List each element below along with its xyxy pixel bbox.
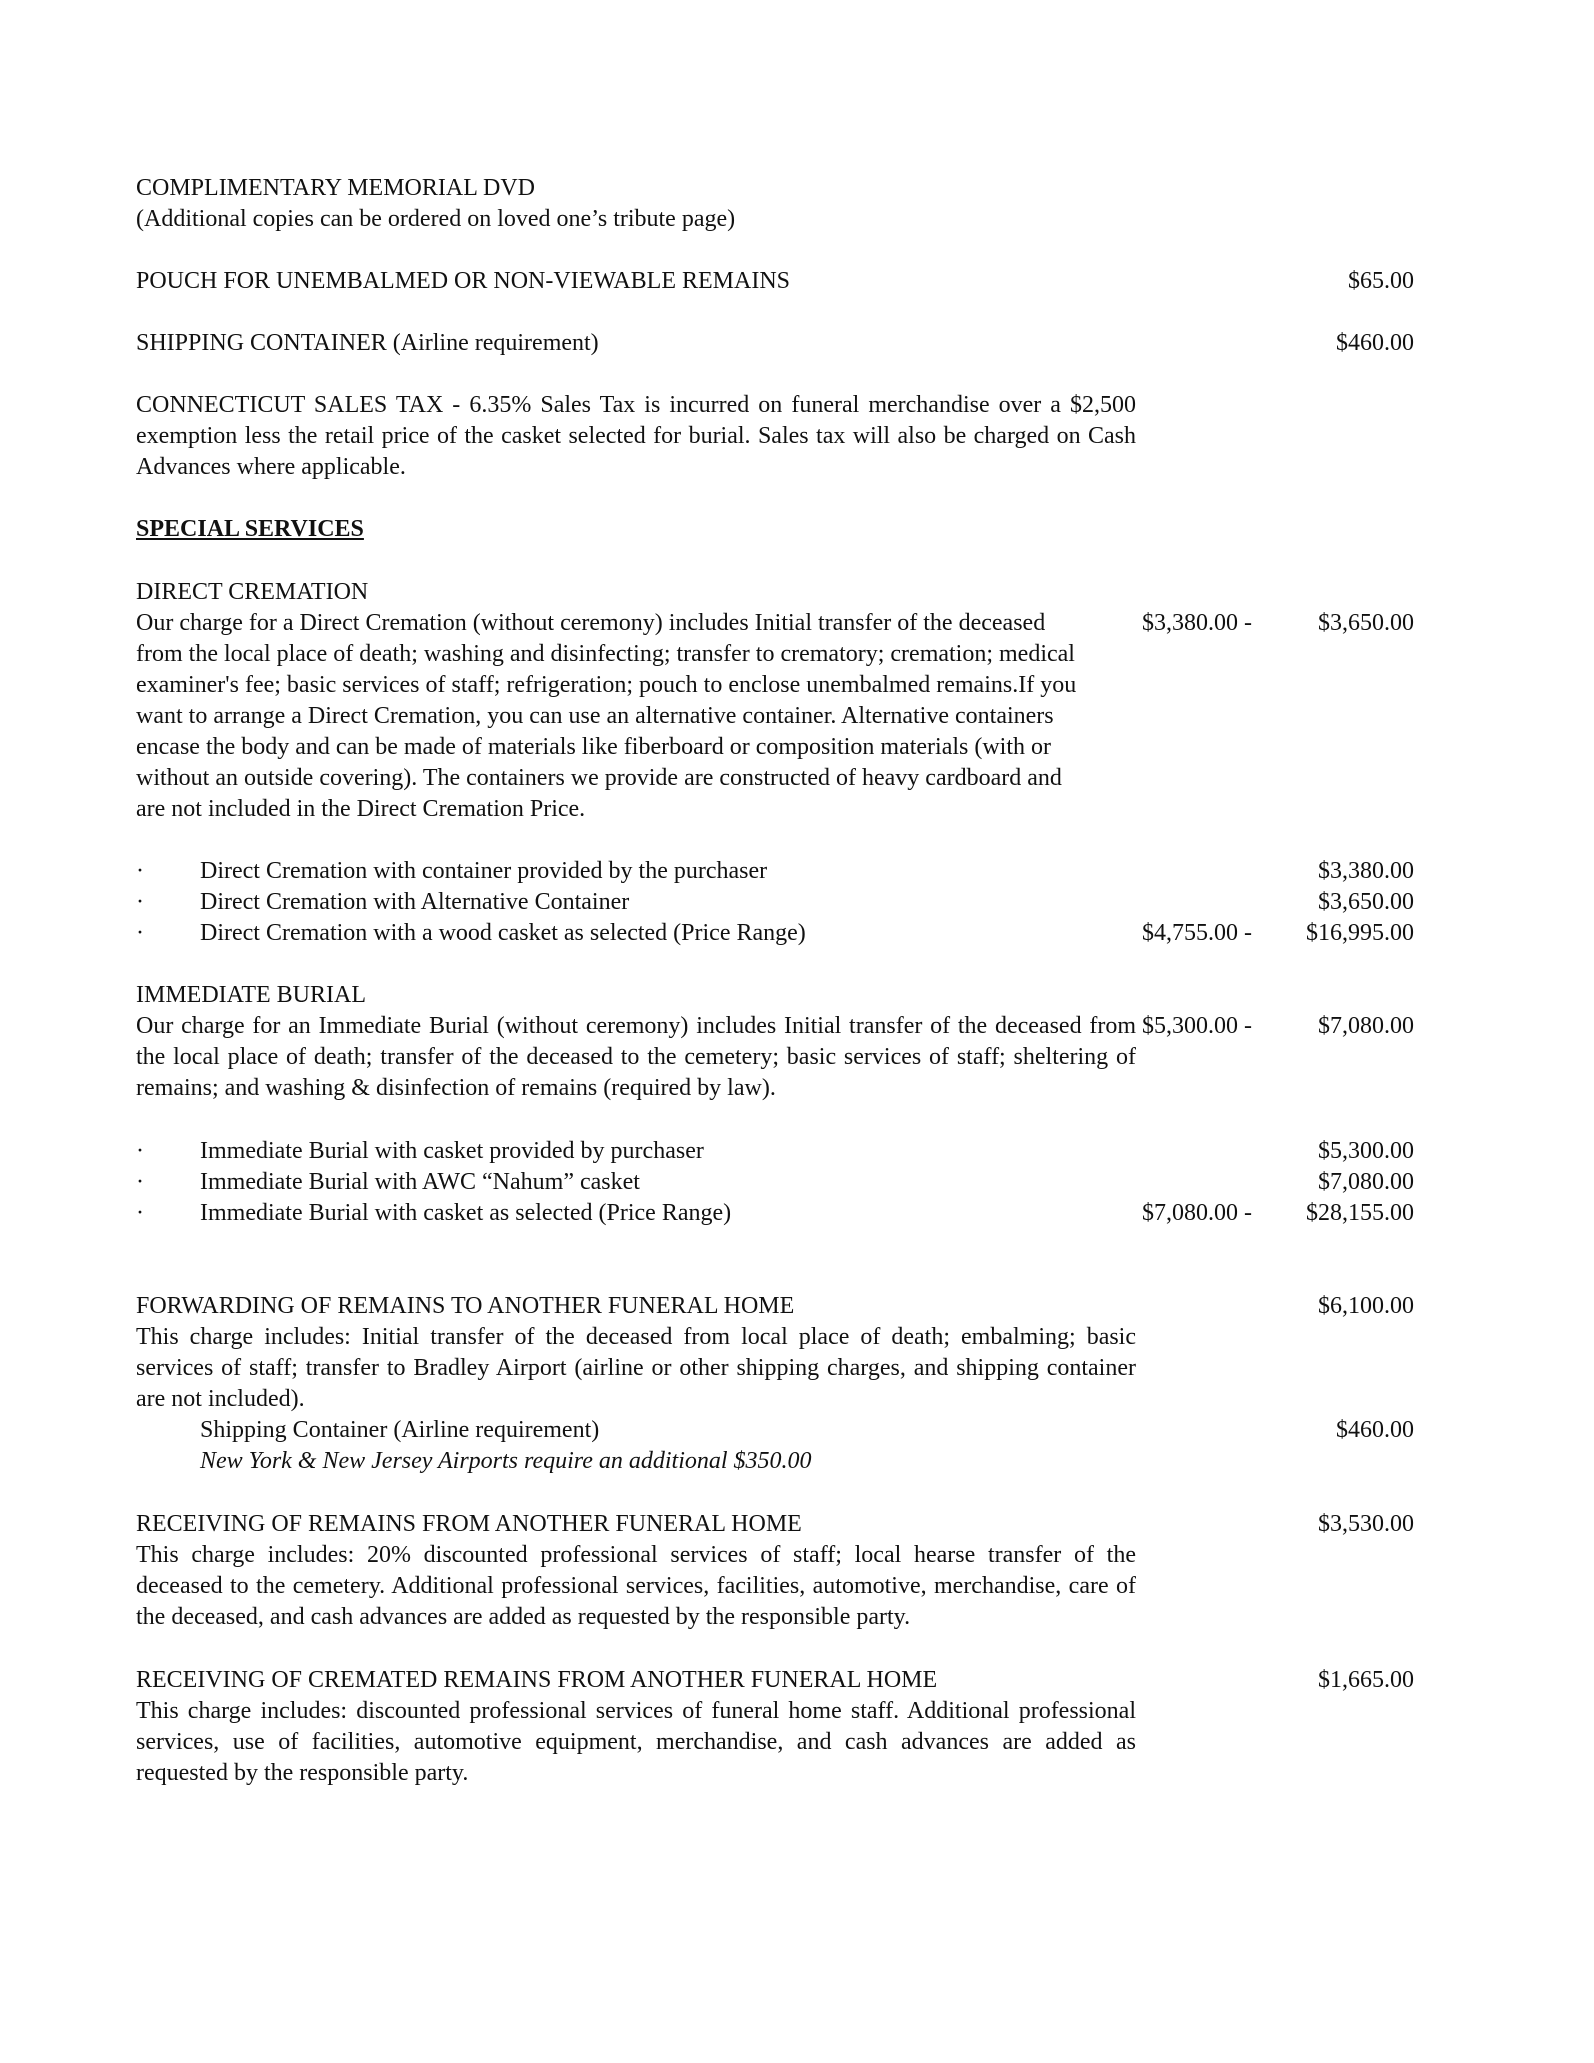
list-item-label: Immediate Burial with casket as selected (Price Range) — [200, 1200, 732, 1226]
forwarding-sub-price: $460.00 — [1336, 1417, 1414, 1443]
list-bullet: · — [136, 920, 144, 946]
receiving-price: $3,530.00 — [1318, 1511, 1414, 1537]
direct-cremation-line: Our charge for a Direct Cremation (without ceremony) includes Initial transfer of the deceased — [136, 610, 1046, 636]
list-bullet: · — [136, 1200, 144, 1226]
direct-cremation-line: want to arrange a Direct Cremation, you can use an alternative container. Alternative containers — [136, 703, 1054, 729]
list-item-price: $3,380.00 — [1318, 858, 1414, 884]
list-item-price: $16,995.00 — [1306, 920, 1414, 946]
forwarding-description: This charge includes: Initial transfer of the deceased from local place of death; embalming; basic services of staff; transfer to Bradley Airport (airline or other shipping charges, and shipping container are not included). — [136, 1324, 1136, 1412]
direct-cremation-line: examiner's fee; basic services of staff; refrigeration; pouch to enclose unembalmed remains.If you — [136, 672, 1077, 698]
receiving-title: RECEIVING OF REMAINS FROM ANOTHER FUNERAL HOME — [136, 1511, 802, 1537]
receiving-cremated-description: This charge includes: discounted professional services of funeral home staff. Additional professional services, use of facilities, automotive equipment, merchandise, and cash advances are added as requested by the responsible party. — [136, 1698, 1136, 1786]
receiving-cremated-title: RECEIVING OF CREMATED REMAINS FROM ANOTHER FUNERAL HOME — [136, 1667, 938, 1693]
list-item-price: $28,155.00 — [1306, 1200, 1414, 1226]
list-bullet: · — [136, 1138, 144, 1164]
list-item-label: Direct Cremation with container provided by the purchaser — [200, 858, 768, 884]
list-item-label: Immediate Burial with AWC “Nahum” casket — [200, 1169, 640, 1195]
list-bullet: · — [136, 1169, 144, 1195]
immediate-burial-description: Our charge for an Immediate Burial (without ceremony) includes Initial transfer of the deceased from the local place of death; transfer of the deceased to the cemetery; basic services of staff; sheltering of remains; and washing & disinfection of remains (required by law). — [136, 1013, 1136, 1101]
direct-cremation-title: DIRECT CREMATION — [136, 579, 369, 605]
direct-cremation-line: are not included in the Direct Cremation Price. — [136, 796, 586, 822]
dvd-title: COMPLIMENTARY MEMORIAL DVD — [136, 175, 535, 201]
pouch-price: $65.00 — [1348, 268, 1414, 294]
list-item-range-low: $4,755.00 - — [1142, 920, 1252, 946]
shipping-label: SHIPPING CONTAINER (Airline requirement) — [136, 330, 599, 356]
list-item-label: Direct Cremation with a wood casket as selected (Price Range) — [200, 920, 806, 946]
direct-cremation-line: without an outside covering). The containers we provide are constructed of heavy cardboard and — [136, 765, 1062, 791]
list-item-price: $5,300.00 — [1318, 1138, 1414, 1164]
list-item-price: $7,080.00 — [1318, 1169, 1414, 1195]
list-item-label: Direct Cremation with Alternative Container — [200, 889, 630, 915]
special-services-heading: SPECIAL SERVICES — [136, 516, 364, 542]
sales-tax-text: CONNECTICUT SALES TAX - 6.35% Sales Tax is incurred on funeral merchandise over a $2,500 exemption less the retail price of the casket selected for burial. Sales tax will also be charged on Cash Advances where applicable. — [136, 392, 1136, 480]
shipping-price: $460.00 — [1336, 330, 1414, 356]
receiving-description: This charge includes: 20% discounted professional services of staff; local hearse transfer of the deceased to the cemetery. Additional professional services, facilities, automotive, merchandise, care of the deceased, and cash advances are added as requested by the responsible party. — [136, 1542, 1136, 1630]
receiving-cremated-price: $1,665.00 — [1318, 1667, 1414, 1693]
list-item-range-low: $7,080.00 - — [1142, 1200, 1252, 1226]
pouch-label: POUCH FOR UNEMBALMED OR NON-VIEWABLE REMAINS — [136, 268, 791, 294]
immediate-burial-range-high: $7,080.00 — [1318, 1013, 1414, 1039]
direct-cremation-range-high: $3,650.00 — [1318, 610, 1414, 636]
immediate-burial-range-low: $5,300.00 - — [1142, 1013, 1252, 1039]
list-bullet: · — [136, 889, 144, 915]
forwarding-note: New York & New Jersey Airports require an additional $350.00 — [200, 1448, 812, 1474]
direct-cremation-range-low: $3,380.00 - — [1142, 610, 1252, 636]
direct-cremation-line: encase the body and can be made of materials like fiberboard or composition materials (with or — [136, 734, 1052, 760]
list-item-price: $3,650.00 — [1318, 889, 1414, 915]
direct-cremation-line: from the local place of death; washing and disinfecting; transfer to crematory; cremation; medical — [136, 641, 1075, 667]
list-item-label: Immediate Burial with casket provided by purchaser — [200, 1138, 704, 1164]
dvd-note: (Additional copies can be ordered on loved one’s tribute page) — [136, 206, 736, 232]
forwarding-title: FORWARDING OF REMAINS TO ANOTHER FUNERAL HOME — [136, 1293, 795, 1319]
immediate-burial-title: IMMEDIATE BURIAL — [136, 982, 366, 1008]
direct-cremation-description — [136, 608, 1076, 825]
list-bullet: · — [136, 858, 144, 884]
forwarding-price: $6,100.00 — [1318, 1293, 1414, 1319]
forwarding-sub-label: Shipping Container (Airline requirement) — [200, 1417, 600, 1443]
